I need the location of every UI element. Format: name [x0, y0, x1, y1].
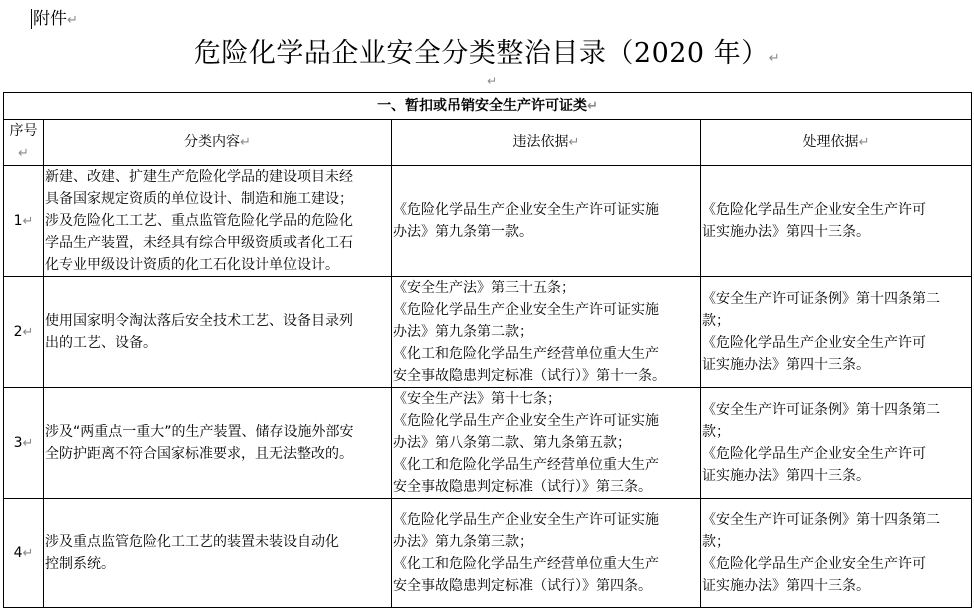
row-handling: 《安全生产许可证条例》第十四条第二 款； 《危险化学品生产企业安全生产许可 证实施办法》第四十三条。 — [701, 499, 972, 608]
header-handling: 处理依据↵ — [701, 120, 972, 166]
paragraph-mark: ↵ — [487, 74, 498, 88]
row-basis: 《危险化学品生产企业安全生产许可证实施 办法》第九条第一款。 — [392, 166, 701, 277]
row-handling: 《危险化学品生产企业安全生产许可 证实施办法》第四十三条。 — [701, 166, 972, 277]
table-row — [4, 277, 972, 388]
row-handling: 《安全生产许可证条例》第十四条第二 款； 《危险化学品生产企业安全生产许可 证实施办法》第四十三条。 — [701, 388, 972, 499]
row-content: 新建、改建、扩建生产危险化学品的建设项目未经 具备国家规定资质的单位设计、制造和施工建设； 涉及危险化工工艺、重点监管危险化学品的危险化 学品生产装置，未经具有综合甲级资质或者化工石 化专业甲级设计资质的化工石化设计单位设计。 — [44, 166, 392, 277]
classification-table — [3, 92, 972, 608]
section-title: 一、暂扣或吊销安全生产许可证类↵ — [4, 93, 972, 120]
table-row — [4, 166, 972, 277]
row-number: 2↵ — [4, 277, 44, 388]
header-basis: 违法依据↵ — [392, 120, 701, 166]
row-content: 涉及“两重点一重大”的生产装置、储存设施外部安 全防护距离不符合国家标准要求，且无法整改的。 — [44, 388, 392, 499]
section-row — [4, 93, 972, 120]
table-row — [4, 388, 972, 499]
title-year: 2020 — [633, 38, 705, 69]
header-content: 分类内容↵ — [44, 120, 392, 166]
header-no: 序号↵ — [4, 120, 44, 166]
table-row — [4, 499, 972, 608]
title-tail: 年） — [704, 38, 769, 69]
row-number: 3↵ — [4, 388, 44, 499]
row-content: 使用国家明令淘汰落后安全技术工艺、设备目录列 出的工艺、设备。 — [44, 277, 392, 388]
row-handling: 《安全生产许可证条例》第十四条第二 款； 《危险化学品生产企业安全生产许可 证实施办法》第四十三条。 — [701, 277, 972, 388]
header-row — [4, 120, 972, 166]
title-main: 危险化学品企业安全分类整治目录（ — [193, 38, 634, 69]
row-basis: 《安全生产法》第十七条； 《危险化学品生产企业安全生产许可证实施 办法》第八条第二款、第九条第五款； 《化工和危险化学品生产经营单位重大生产 安全事故隐患判定标准（试行）》第三条。 — [392, 388, 701, 499]
row-basis: 《安全生产法》第三十五条； 《危险化学品生产企业安全生产许可证实施 办法》第九条第二款； 《化工和危险化学品生产经营单位重大生产 安全事故隐患判定标准（试行）》第十一条。 — [392, 277, 701, 388]
row-number: 4↵ — [4, 499, 44, 608]
document-title: 危险化学品企业安全分类整治目录（2020 年）↵ — [193, 38, 781, 69]
row-content: 涉及重点监管危险化工工艺的装置未装设自动化 控制系统。 — [44, 499, 392, 608]
attachment-label: 附件↵ — [33, 9, 78, 29]
text-cursor — [31, 9, 32, 29]
row-number: 1↵ — [4, 166, 44, 277]
row-basis: 《危险化学品生产企业安全生产许可证实施 办法》第九条第三款； 《化工和危险化学品生产经营单位重大生产 安全事故隐患判定标准（试行）》第四条。 — [392, 499, 701, 608]
